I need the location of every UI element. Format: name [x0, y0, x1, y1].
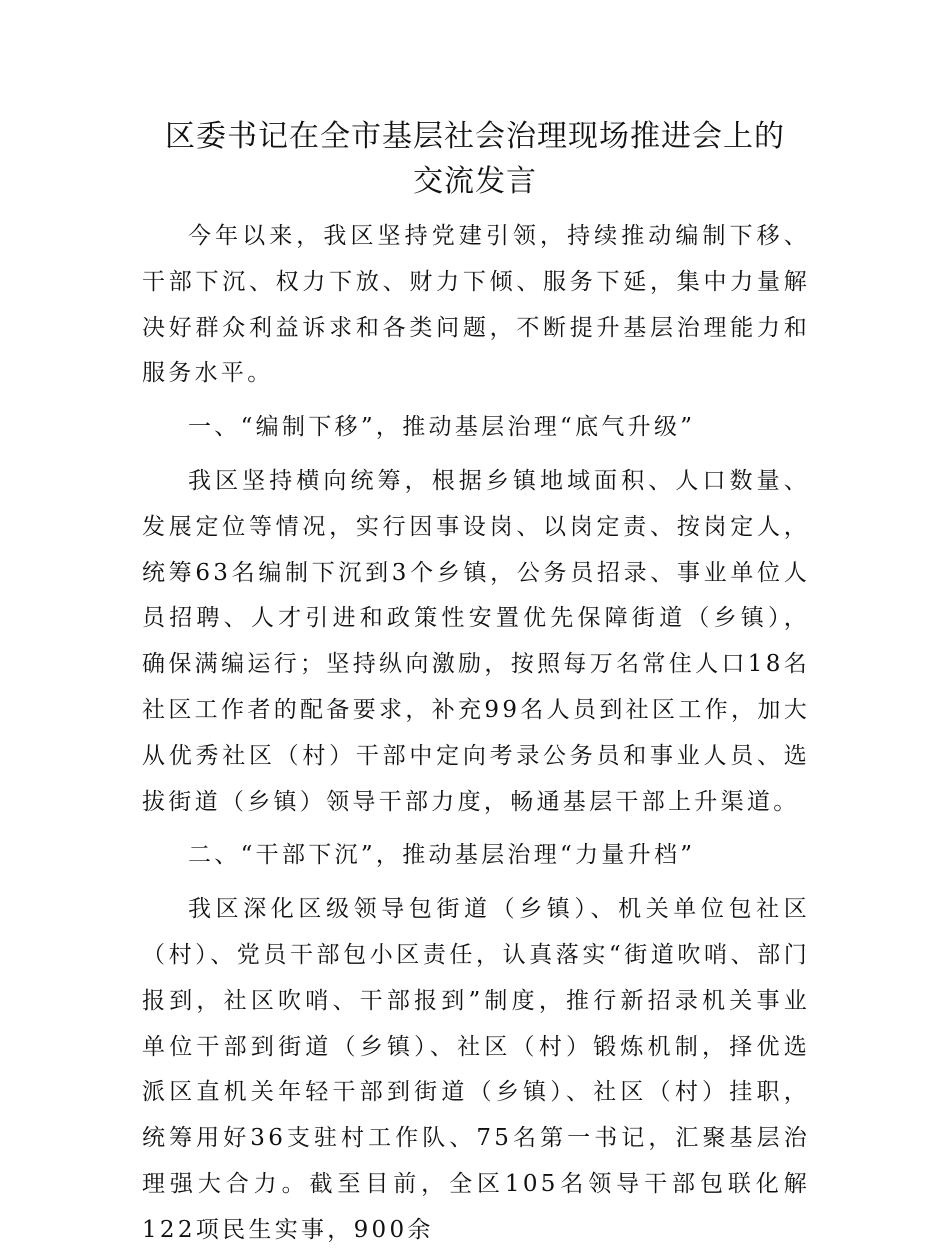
- document-title-line-2: 交流发言: [413, 164, 537, 199]
- section-1-paragraph: 我区坚持横向统筹，根据乡镇地域面积、人口数量、发展定位等情况，实行因事设岗、以岗定责、按岗定人，统筹63名编制下沉到3个乡镇，公务员招录、事业单位人员招聘、人才引进和政策性安置优先保障街道（乡镇），确保满编运行；坚持纵向激励，按照每万名常住人口18名社区工作者的配备要求，补充99名人员到社区工作，加大从优秀社区（村）干部中定向考录公务员和事业人员、选拔街道（乡镇）领导干部力度，畅通基层干部上升渠道。: [142, 467, 810, 815]
- document-body: [142, 214, 810, 1254]
- intro-paragraph: 今年以来，我区坚持党建引领，持续推动编制下移、干部下沉、权力下放、财力下倾、服务下延，集中力量解决好群众利益诉求和各类问题，不断提升基层治理能力和服务水平。: [142, 223, 810, 387]
- section-2-heading: 二、“干部下沉”，推动基层治理“力量升档”: [188, 842, 696, 869]
- section-1-heading: 一、“编制下移”，推动基层治理“底气升级”: [188, 414, 696, 441]
- document-title-line-1: 区委书记在全市基层社会治理现场推进会上的: [165, 119, 785, 154]
- section-2-paragraph: 我区深化区级领导包街道（乡镇）、机关单位包社区（村）、党员干部包小区责任，认真落实“街道吹哨、部门报到，社区吹哨、干部报到”制度，推行新招录机关事业单位干部到街道（乡镇）、社区（村）锻炼机制，择优选派区直机关年轻干部到街道（乡镇）、社区（村）挂职，统筹用好36支驻村工作队、75名第一书记，汇聚基层治理强大合力。截至目前，全区105名领导干部包联化解122项民生实事，900余: [142, 896, 810, 1243]
